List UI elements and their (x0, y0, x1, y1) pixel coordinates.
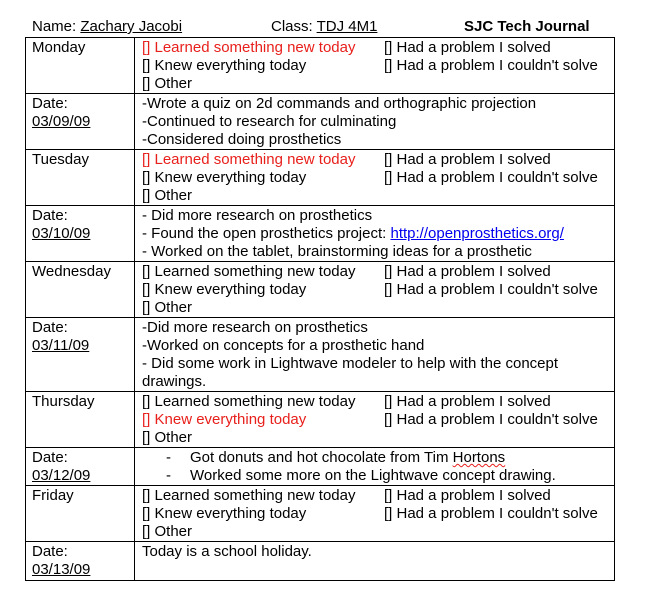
entry-line: - Found the open prosthetics project: http://openprosthetics.org/ (142, 225, 564, 242)
entry-line: Today is a school holiday. (142, 543, 312, 560)
option-unsolved[interactable]: [] Had a problem I couldn't solve (384, 281, 598, 298)
journal-title: SJC Tech Journal (464, 18, 590, 35)
options-cell (135, 262, 615, 318)
options-cell (135, 38, 615, 94)
date-cell (26, 318, 135, 392)
entry-row-monday (26, 94, 615, 150)
class-code: Class: TDJ 4M1 (271, 18, 378, 35)
option-knew[interactable]: [] Knew everything today (142, 281, 307, 298)
day-row-wednesday (26, 262, 615, 318)
entry-line: - Did some work in Lightwave modeler to help with the concept drawings. (142, 355, 559, 390)
option-learned[interactable]: [] Learned something new today (142, 487, 356, 504)
option-knew[interactable]: [] Knew everything today (142, 57, 307, 74)
journal-header (32, 17, 622, 37)
entries-cell (135, 542, 615, 581)
date-value: 03/13/09 (32, 561, 91, 578)
entry-line: - Did more research on prosthetics (142, 207, 373, 224)
prosthetics-link[interactable]: http://openprosthetics.org/ (390, 225, 564, 242)
option-solved[interactable]: [] Had a problem I solved (384, 487, 551, 504)
day-label: Monday (26, 38, 135, 94)
option-unsolved[interactable]: [] Had a problem I couldn't solve (384, 411, 598, 428)
entry-line: -Wrote a quiz on 2d commands and orthographic projection (142, 95, 537, 112)
option-unsolved[interactable]: [] Had a problem I couldn't solve (384, 169, 598, 186)
option-knew[interactable]: [] Knew everything today (142, 505, 307, 522)
option-other[interactable]: [] Other (142, 75, 193, 92)
day-row-thursday (26, 392, 615, 448)
day-row-monday (26, 38, 615, 94)
date-label: Date: (32, 207, 68, 224)
option-solved[interactable]: [] Had a problem I solved (384, 151, 551, 168)
option-solved[interactable]: [] Had a problem I solved (384, 263, 551, 280)
date-label: Date: (32, 95, 68, 112)
option-learned[interactable]: [] Learned something new today (142, 39, 356, 56)
entries-cell (135, 94, 615, 150)
option-solved[interactable]: [] Had a problem I solved (384, 393, 551, 410)
date-value: 03/10/09 (32, 225, 91, 242)
option-other[interactable]: [] Other (142, 523, 193, 540)
options-cell (135, 150, 615, 206)
option-learned[interactable]: [] Learned something new today (142, 263, 356, 280)
day-label: Friday (26, 486, 135, 542)
student-name: Name: Zachary Jacobi (32, 18, 183, 35)
day-row-tuesday (26, 150, 615, 206)
option-knew[interactable]: [] Knew everything today (142, 169, 307, 186)
entry-line: - Worked some more on the Lightwave concept drawing. (166, 467, 556, 484)
date-label: Date: (32, 449, 68, 466)
options-cell (135, 392, 615, 448)
option-knew[interactable]: [] Knew everything today (142, 411, 307, 428)
day-label: Thursday (26, 392, 135, 448)
option-other[interactable]: [] Other (142, 187, 193, 204)
entry-line: -Did more research on prosthetics (142, 319, 368, 336)
date-cell (26, 94, 135, 150)
date-value: 03/11/09 (32, 337, 90, 354)
entry-row-thursday (26, 448, 615, 486)
date-value: 03/12/09 (32, 467, 91, 484)
entries-cell (135, 448, 615, 486)
entry-line: - Got donuts and hot chocolate from Tim Hortons (166, 449, 506, 466)
option-other[interactable]: [] Other (142, 299, 193, 316)
date-cell (26, 206, 135, 262)
day-row-friday (26, 486, 615, 542)
option-unsolved[interactable]: [] Had a problem I couldn't solve (384, 57, 598, 74)
entry-line: -Worked on concepts for a prosthetic hand (142, 337, 425, 354)
entries-cell (135, 318, 615, 392)
date-cell (26, 542, 135, 581)
entry-line: -Considered doing prosthetics (142, 131, 342, 148)
day-label: Wednesday (26, 262, 135, 318)
options-cell (135, 486, 615, 542)
day-label: Tuesday (26, 150, 135, 206)
entry-row-wednesday (26, 318, 615, 392)
date-label: Date: (32, 543, 68, 560)
entry-row-friday (26, 542, 615, 581)
entry-line: - Worked on the tablet, brainstorming ideas for a prosthetic (142, 243, 532, 260)
entries-cell (135, 206, 615, 262)
option-unsolved[interactable]: [] Had a problem I couldn't solve (384, 505, 598, 522)
journal-table (25, 37, 615, 581)
option-learned[interactable]: [] Learned something new today (142, 393, 356, 410)
entry-row-tuesday (26, 206, 615, 262)
date-label: Date: (32, 319, 68, 336)
date-value: 03/09/09 (32, 113, 91, 130)
option-learned[interactable]: [] Learned something new today (142, 151, 356, 168)
option-solved[interactable]: [] Had a problem I solved (384, 39, 551, 56)
date-cell (26, 448, 135, 486)
entry-line: -Continued to research for culminating (142, 113, 397, 130)
option-other[interactable]: [] Other (142, 429, 193, 446)
